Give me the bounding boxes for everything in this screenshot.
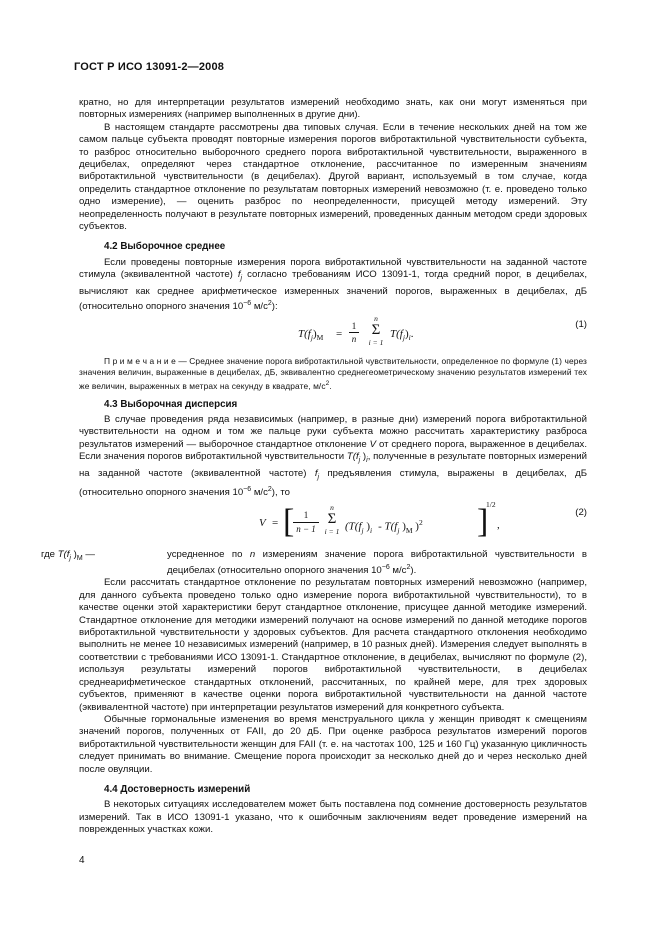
page-number: 4 <box>79 855 85 866</box>
formula-2-number: (2) <box>575 507 587 519</box>
intro-paragraph-1: кратно, но для интерпретации результатов измерений необходимо знать, как они могут изменяться при повторных измерениях (например выполненных в другие дни). <box>79 97 587 121</box>
note-1: П р и м е ч а н и е — Среднее значение порога вибротактильной чувствительности, определенное по формуле (1) через значения величин, выраженные в децибелах, дБ, эквивалентно среднегеометрическому значению результатов измерений тех же величин, выраженных в метрах на секунду в квадрате, $м/с^2$. <box>79 355 587 392</box>
intro-paragraph-2: В настоящем стандарте рассмотрены два типовых случая. Если в течение нескольких дней на том же самом пальце субъекта проводят повторные измерения порогов вибротактильной чувствительности субъекта, то разброс относительно выборочного среднего порога вибротактильной чувствительности, выраженного в децибелах, определяют через стандартное отклонение, рассчитанное по измеренным значениям вибротактильной чувствительности (в децибелах). Другой вариант, используемый в том случае, когда определить стандартное отклонение по результатам повторных измерений невозможно (т. е. проведено только одно измерение), — оценить разброс по неопределенности, присущей методу измерений. Эту неопределенность получают в результате повторных измерений, проведенных данным методом среди здоровых субъектов. <box>79 121 587 233</box>
section-4-4-title: 4.4 Достоверность измерений <box>104 783 251 795</box>
section-4-3-paragraph-3: Обычные гормональные изменения во время менструального цикла у женщин приводят к смещениям значений порогов, полученных от FAII, до 20 дБ. При оценке разброса результатов измерений порогов вибротактильной чувствительности женщин для FAII (т. е. на частотах 100, 125 и 160 Гц) указанную цикличность следует принимать во внимание. Смещение порога происходит за несколько дней до и через несколько дней после овуляции. <box>79 713 587 775</box>
section-4-4-paragraph: В некоторых ситуациях исследователем может быть поставлена под сомнение достоверность результатов измерений. Так в ИСО 13091-1 указано, что к ошибочным заключениям ведет проведение измерений на поврежденных участках кожи. <box>79 799 587 836</box>
document-header: ГОСТ Р ИСО 13091-2—2008 <box>74 61 225 73</box>
formula-1: $T(f_j)_M$ = 1 n n Σ i = 1 $T(f_j)_i$. (1) <box>298 313 587 347</box>
section-4-2-paragraph: Если проведены повторные измерения порога вибротактильной чувствительности на заданной частоте стимула (эквивалентной частоте) $f_j$ согласно требованиям ИСО 13091-1, тогда средний порог, в децибелах, вычисляют как среднее арифметическое измеренных значений порогов, выраженных в децибелах, дБ (относительно опорного значения $10^{-6}$ $м/с^2$): <box>79 256 587 313</box>
formula-2: V = [ 1 n − 1 n Σ i = 1 ($T(f_j$ )$_i - T(f_j$ )$_M$ )$^2$ ] 1/2 , (2) <box>259 500 587 541</box>
section-4-2-title: 4.2 Выборочное среднее <box>104 241 226 253</box>
section-4-3-paragraph-1: В случае проведения ряда независимых (например, в разные дни) измерений порога вибротактильной чувствительности на одном и том же пальце руки субъекта можно рассчитать характеристику разброса результатов измерений — выборочное стандартное отклонение V от среднего порога, выраженное в децибелах. Если значения порогов вибротактильной чувствительности $T(f_j$ )$_i$, полученные в результате повторных измерений на заданной частоте (эквивалентной частоте) $f_j$ предъявления стимула, выражены в децибелах, дБ (относительно опорного значения $10^{-6}$ $м/с^2$), то <box>79 414 588 499</box>
section-4-3-paragraph-2: Если рассчитать стандартное отклонение по результатам повторных измерений невозможно (например, для данного субъекта проведено только одно измерение порога вибротактильной чувствительности), то в качестве оценки этой характеристики берут стандартное отклонение, присущее данной методике измерений. Стандартное отклонение для методики измерений получают на основе измерений по данной методике порогов вибротактильной чувствительности у здоровых субъектов. Для расчета стандартного отклонения необходимо выполнить не менее 10 независимых измерений (например, в 10 разных дней). Измерения следует выполнять в соответствии с требованиями ИСО 13091-1. Стандартное отклонение, в децибелах, вычисляют по формуле (2), используя результаты измерений порогов вибротактильной чувствительности, в децибелах среднеарифметическое стандартных отклонений, рассчитанных, по крайней мере, для трех здоровых субъектов, применяют в качестве оценки порога вибротактильной чувствительности на данной частоте (эквивалентной частоте) при интерпретации результатов измерений для конкретного субъекта. <box>79 577 587 713</box>
where-clause: где $T(f_j$ )$_M$ — усредненное по n измерениям значение порога вибротактильной чувствительности в децибелах (относительно опорного значения $10^{-6}$ $м/с^2$). <box>41 549 587 577</box>
section-4-3-title: 4.3 Выборочная дисперсия <box>104 398 238 410</box>
formula-1-number: (1) <box>575 318 587 330</box>
body-column <box>41 97 588 837</box>
